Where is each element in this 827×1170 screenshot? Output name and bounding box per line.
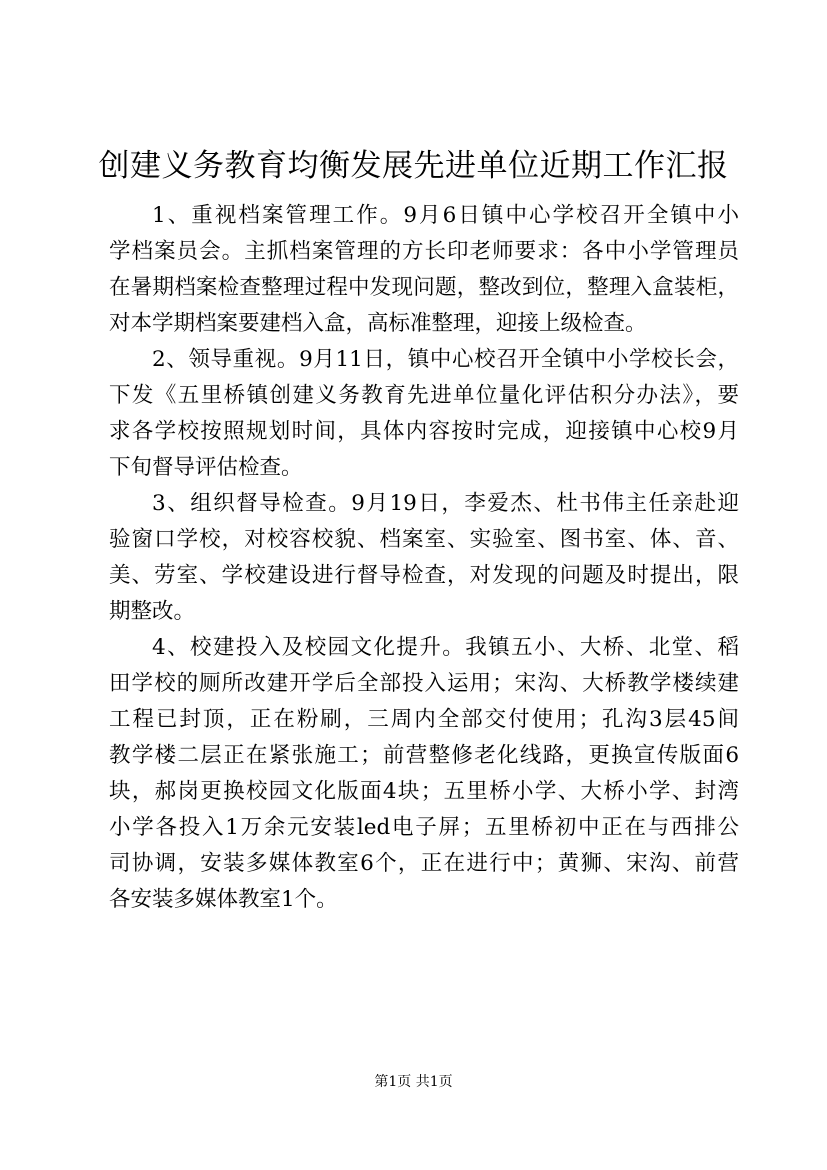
paragraph-line: 1、重视档案管理工作。9月6日镇中心学校召开全镇中小 xyxy=(152,203,739,228)
paragraph xyxy=(109,486,739,630)
paragraph-line: 小学各投入1万余元安装led电子屏；五里桥初中正在与西排公 xyxy=(109,815,739,840)
paragraph-line: 学档案员会。主抓档案管理的方长印老师要求：各中小学管理员 xyxy=(109,239,739,264)
paragraph-line: 田学校的厕所改建开学后全部投入运用；宋沟、大桥教学楼续建 xyxy=(109,671,739,696)
paragraph xyxy=(109,198,739,342)
paragraph-line: 美、劳室、学校建设进行督导检查，对发现的问题及时提出，限 xyxy=(109,563,739,588)
paragraph-line: 司协调，安装多媒体教室6个，正在进行中；黄狮、宋沟、前营 xyxy=(109,851,739,876)
page-footer: 第1页 共1页 xyxy=(374,1074,453,1090)
paragraph xyxy=(109,342,739,486)
document-body xyxy=(109,198,739,918)
paragraph-line: 各安装多媒体教室1个。 xyxy=(109,887,338,912)
paragraph-line: 块，郝岗更换校园文化版面4块；五里桥小学、大桥小学、封湾 xyxy=(109,779,739,804)
paragraph-line: 对本学期档案要建档入盒，高标准整理，迎接上级检查。 xyxy=(109,311,647,336)
paragraph-line: 在暑期档案检查整理过程中发现问题，整改到位，整理入盒装柜， xyxy=(109,275,739,300)
paragraph-line: 2、领导重视。9月11日，镇中心校召开全镇中小学校长会， xyxy=(152,347,739,372)
paragraph-line: 求各学校按照规划时间，具体内容按时完成，迎接镇中心校9月 xyxy=(109,419,739,444)
paragraph-line: 下旬督导评估检查。 xyxy=(109,455,303,480)
paragraph-line: 工程已封顶，正在粉刷，三周内全部交付使用；孔沟3层45间 xyxy=(109,707,739,732)
paragraph-line: 期整改。 xyxy=(109,599,196,624)
paragraph xyxy=(109,630,739,918)
paragraph-line: 4、校建投入及校园文化提升。我镇五小、大桥、北堂、稻 xyxy=(152,635,739,660)
paragraph-line: 3、组织督导检查。9月19日，李爱杰、杜书伟主任亲赴迎 xyxy=(152,491,739,516)
paragraph-line: 下发《五里桥镇创建义务教育先进单位量化评估积分办法》，要 xyxy=(109,383,739,408)
paragraph-line: 教学楼二层正在紧张施工；前营整修老化线路，更换宣传版面6 xyxy=(109,743,739,768)
paragraph-line: 验窗口学校，对校容校貌、档案室、实验室、图书室、体、音、 xyxy=(109,527,739,552)
document-title: 创建义务教育均衡发展先进单位近期工作汇报 xyxy=(98,148,729,184)
